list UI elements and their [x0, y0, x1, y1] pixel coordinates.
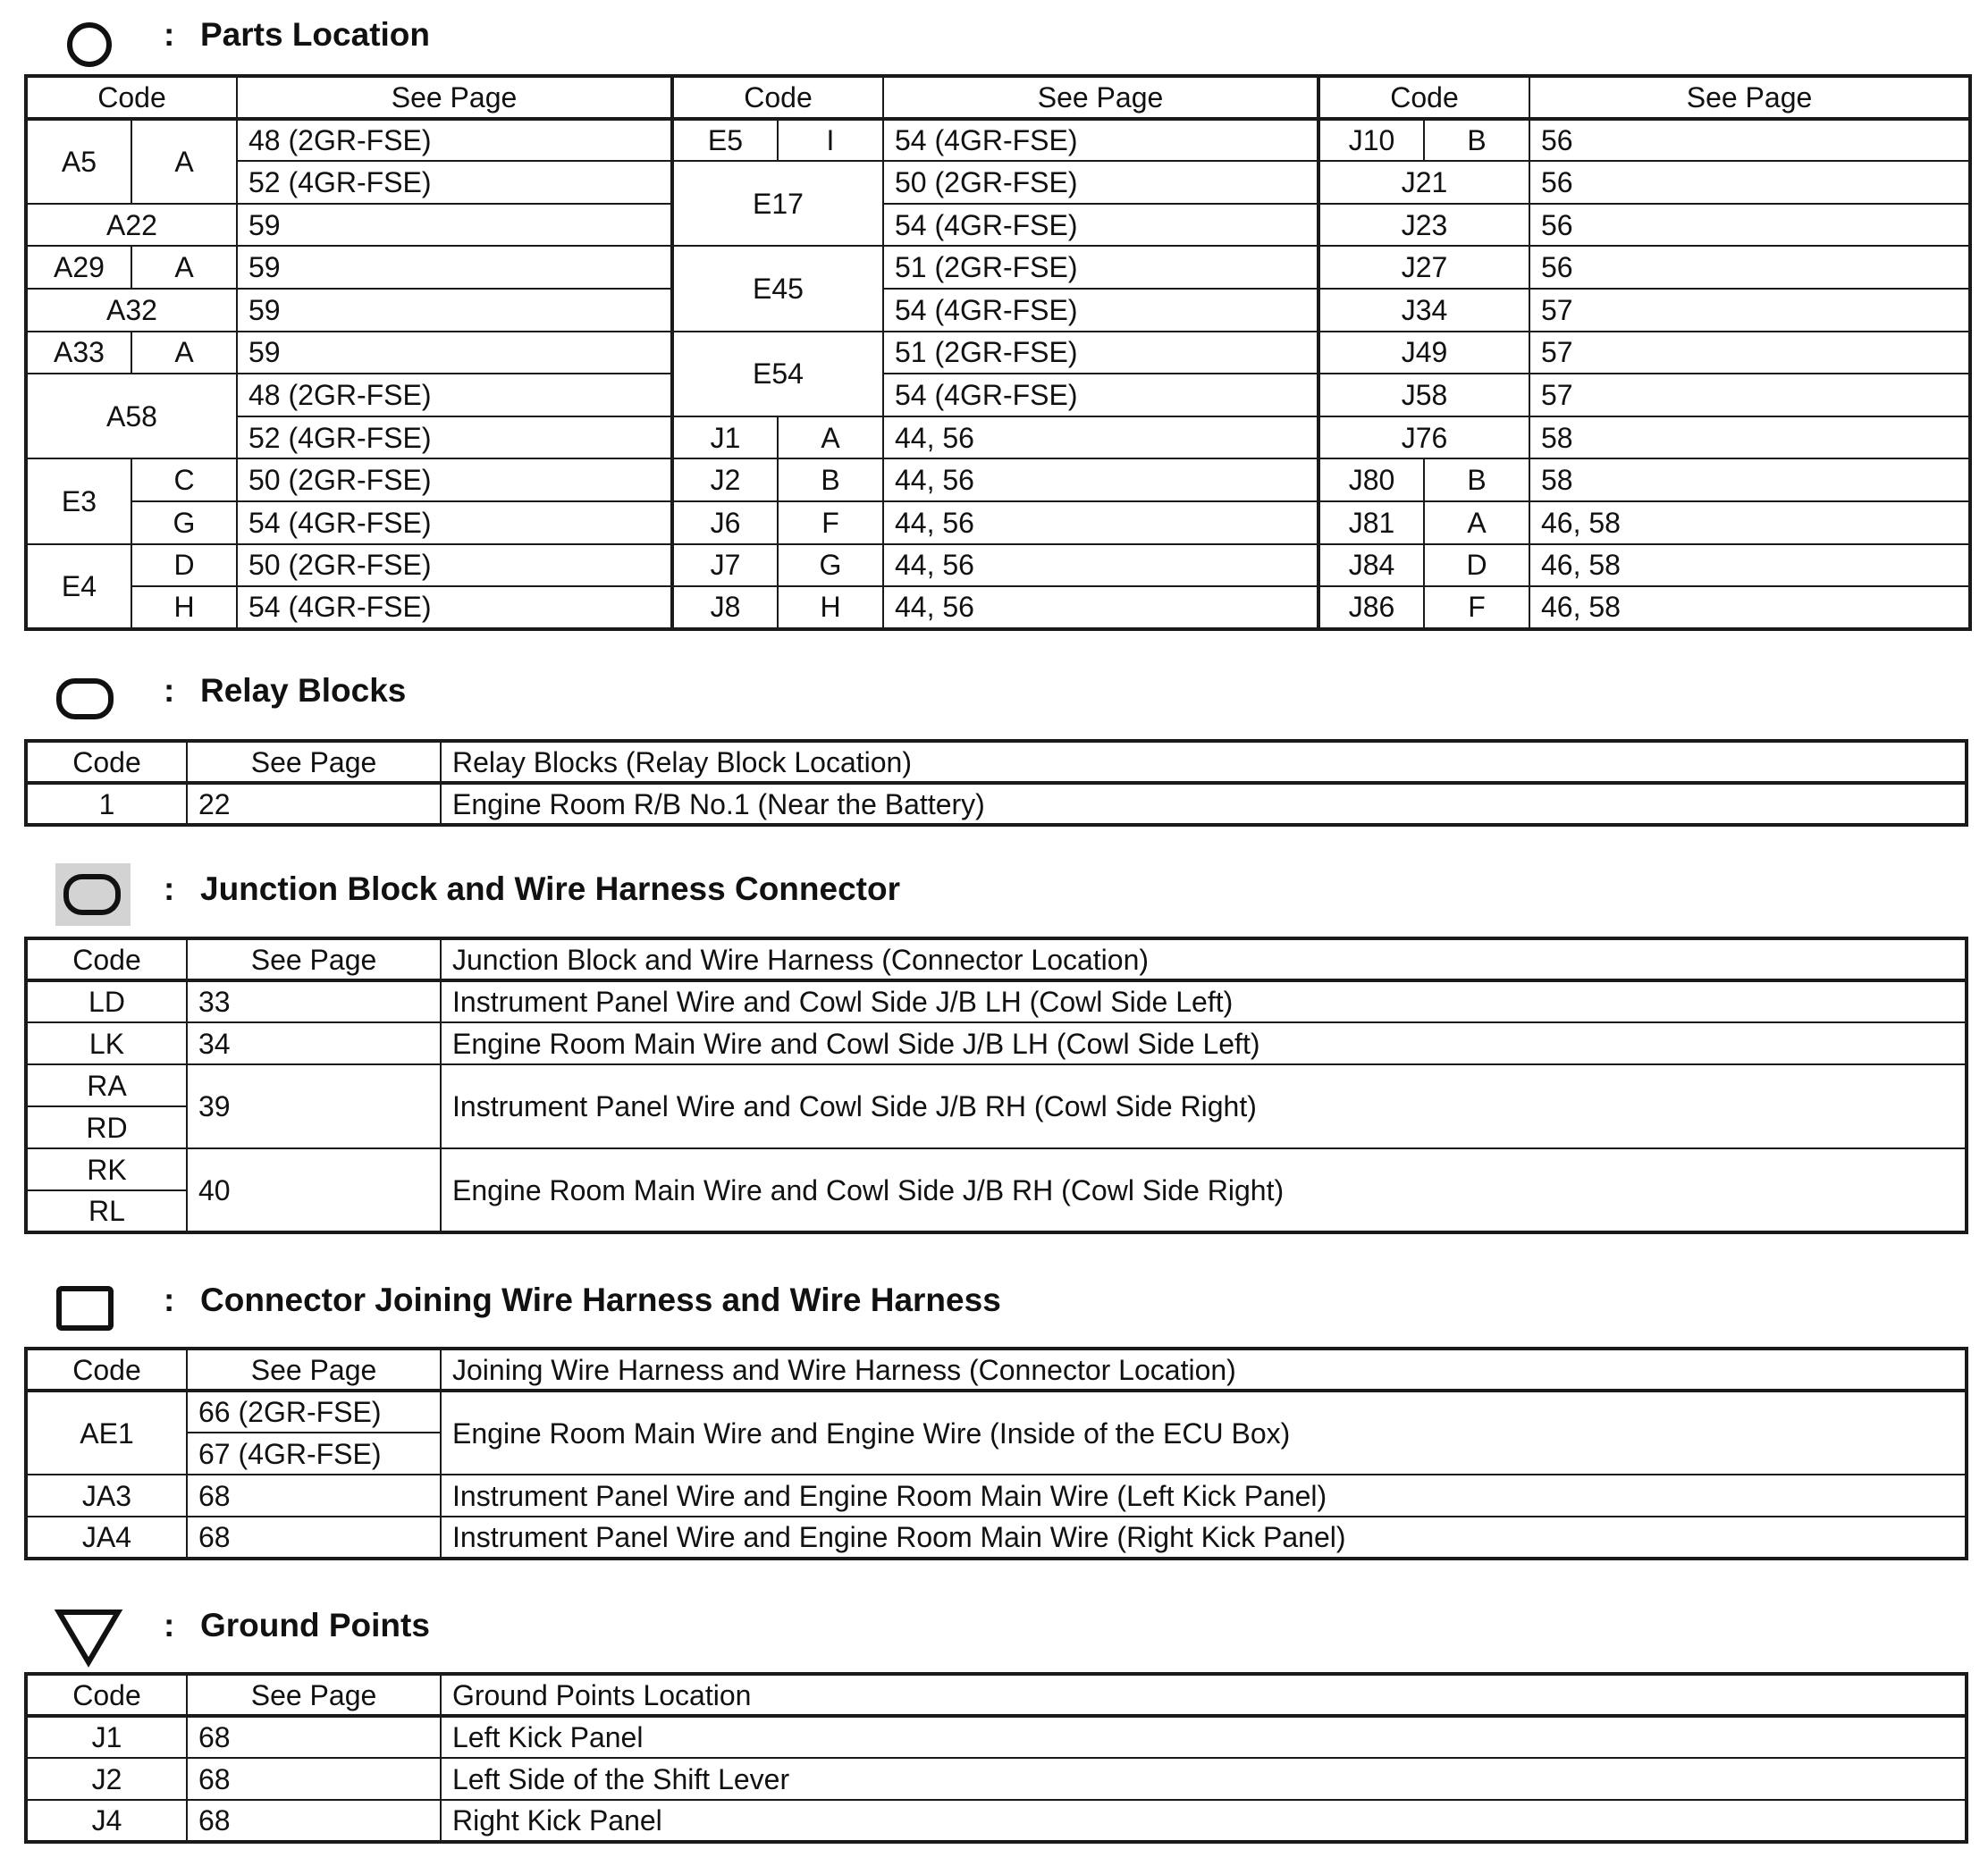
code-cell: J27	[1318, 246, 1529, 289]
page-cell: 39	[187, 1064, 441, 1148]
triangle-down-icon	[54, 1607, 123, 1668]
location-cell: Instrument Panel Wire and Engine Room Main Wire (Left Kick Panel)	[441, 1475, 1967, 1517]
code-cell: J80	[1318, 458, 1424, 501]
header-code: Code	[26, 938, 187, 980]
code-cell: E4	[26, 544, 131, 629]
page-cell: 44, 56	[883, 458, 1318, 501]
table-row	[26, 1391, 1967, 1433]
code-cell: RD	[26, 1106, 187, 1148]
code-cell: J76	[1318, 416, 1529, 459]
header-code: Code	[26, 76, 237, 119]
page-cell: 68	[187, 1716, 441, 1758]
sub-code-cell: A	[778, 416, 883, 459]
parts-location-table	[24, 74, 1972, 631]
page-cell: 59	[237, 332, 672, 374]
heading-colon: :	[164, 16, 175, 53]
table-row	[26, 1716, 1967, 1758]
page-cell: 44, 56	[883, 416, 1318, 459]
location-cell: Instrument Panel Wire and Engine Room Main Wire (Right Kick Panel)	[441, 1517, 1967, 1559]
header-code: Code	[26, 1349, 187, 1391]
page-cell: 57	[1529, 332, 1970, 374]
table-row	[26, 1800, 1967, 1842]
code-cell: J23	[1318, 204, 1529, 247]
sub-code-cell: A	[131, 119, 237, 204]
table-row	[26, 1064, 1967, 1106]
code-cell: A58	[26, 374, 237, 458]
sub-code-cell: B	[1424, 458, 1529, 501]
code-cell: J58	[1318, 374, 1529, 416]
page-cell: 46, 58	[1529, 501, 1970, 544]
code-cell: A22	[26, 204, 237, 247]
sub-code-cell: A	[131, 332, 237, 374]
code-cell: RK	[26, 1148, 187, 1190]
header-code: Code	[26, 741, 187, 783]
page-cell: 59	[237, 289, 672, 332]
table-row	[26, 980, 1967, 1022]
sub-code-cell: A	[131, 246, 237, 289]
code-cell: J84	[1318, 544, 1424, 587]
sub-code-cell: H	[131, 586, 237, 629]
page-cell: 57	[1529, 374, 1970, 416]
page-cell: 44, 56	[883, 586, 1318, 629]
location-cell: Instrument Panel Wire and Cowl Side J/B LH (Cowl Side Left)	[441, 980, 1967, 1022]
page-cell: 48 (2GR-FSE)	[237, 119, 672, 162]
page-cell: 50 (2GR-FSE)	[237, 544, 672, 587]
page-cell: 68	[187, 1475, 441, 1517]
table-row	[26, 1022, 1967, 1064]
rounded-rect-icon	[55, 677, 114, 722]
connector-joining-table	[24, 1347, 1968, 1560]
page-cell: 54 (4GR-FSE)	[237, 501, 672, 544]
header-code: Code	[672, 76, 883, 119]
page-cell: 54 (4GR-FSE)	[883, 119, 1318, 162]
code-cell: JA4	[26, 1517, 187, 1559]
sub-code-cell: H	[778, 586, 883, 629]
header-location: Ground Points Location	[441, 1674, 1967, 1716]
table-row	[26, 1517, 1967, 1559]
square-icon	[55, 1285, 114, 1332]
code-cell: J81	[1318, 501, 1424, 544]
table-row	[26, 1475, 1967, 1517]
page-cell: 44, 56	[883, 501, 1318, 544]
code-cell: J2	[672, 458, 778, 501]
code-cell: J21	[1318, 161, 1529, 204]
table-row	[26, 783, 1967, 825]
page-cell: 51 (2GR-FSE)	[883, 332, 1318, 374]
heading-colon: :	[164, 870, 175, 907]
page-cell: 57	[1529, 289, 1970, 332]
header-see-page: See Page	[237, 76, 672, 119]
ground-points-table	[24, 1672, 1968, 1844]
code-cell: RL	[26, 1190, 187, 1232]
page-cell: 40	[187, 1148, 441, 1232]
code-cell: J4	[26, 1800, 187, 1842]
code-cell: A5	[26, 119, 131, 204]
location-cell: Engine Room Main Wire and Engine Wire (Inside of the ECU Box)	[441, 1391, 1967, 1475]
sub-code-cell: I	[778, 119, 883, 162]
code-cell: J2	[26, 1758, 187, 1800]
section-title: Parts Location	[200, 16, 430, 53]
code-cell: 1	[26, 783, 187, 825]
page-cell: 67 (4GR-FSE)	[187, 1433, 441, 1475]
sub-code-cell: F	[778, 501, 883, 544]
page-cell: 58	[1529, 416, 1970, 459]
page-cell: 59	[237, 246, 672, 289]
table-row	[26, 161, 1970, 204]
table-row	[26, 1758, 1967, 1800]
page-cell: 54 (4GR-FSE)	[237, 586, 672, 629]
page-cell: 56	[1529, 246, 1970, 289]
location-cell: Right Kick Panel	[441, 1800, 1967, 1842]
page-cell: 56	[1529, 204, 1970, 247]
table-row	[26, 544, 1970, 587]
code-cell: A33	[26, 332, 131, 374]
code-cell: AE1	[26, 1391, 187, 1475]
page-cell: 68	[187, 1517, 441, 1559]
header-location: Relay Blocks (Relay Block Location)	[441, 741, 1967, 783]
sub-code-cell: D	[131, 544, 237, 587]
header-code: Code	[26, 1674, 187, 1716]
page-cell: 68	[187, 1800, 441, 1842]
header-location: Junction Block and Wire Harness (Connector Location)	[441, 938, 1967, 980]
page-cell: 50 (2GR-FSE)	[237, 458, 672, 501]
header-see-page: See Page	[187, 938, 441, 980]
page-cell: 56	[1529, 119, 1970, 162]
page-cell: 52 (4GR-FSE)	[237, 416, 672, 459]
code-cell: E54	[672, 332, 883, 416]
page-cell: 22	[187, 783, 441, 825]
code-cell: J34	[1318, 289, 1529, 332]
table-row	[26, 1148, 1967, 1190]
location-cell: Left Side of the Shift Lever	[441, 1758, 1967, 1800]
circle-icon	[64, 20, 114, 70]
page-cell: 51 (2GR-FSE)	[883, 246, 1318, 289]
sub-code-cell: F	[1424, 586, 1529, 629]
page-cell: 50 (2GR-FSE)	[883, 161, 1318, 204]
code-cell: A29	[26, 246, 131, 289]
code-cell: LK	[26, 1022, 187, 1064]
table-row	[26, 374, 1970, 416]
header-see-page: See Page	[1529, 76, 1970, 119]
table-row	[26, 289, 1970, 332]
page-cell: 48 (2GR-FSE)	[237, 374, 672, 416]
page-cell: 34	[187, 1022, 441, 1064]
relay-blocks-heading	[0, 656, 1988, 736]
table-row	[26, 586, 1970, 629]
table-header-row	[26, 741, 1967, 783]
code-cell: J49	[1318, 332, 1529, 374]
code-cell: J8	[672, 586, 778, 629]
header-see-page: See Page	[187, 1674, 441, 1716]
section-title: Ground Points	[200, 1607, 430, 1643]
code-cell: E17	[672, 161, 883, 246]
sub-code-cell: G	[778, 544, 883, 587]
table-row	[26, 204, 1970, 247]
table-header-row	[26, 938, 1967, 980]
code-cell: A32	[26, 289, 237, 332]
heading-colon: :	[164, 1282, 175, 1318]
ground-points-heading	[0, 1591, 1988, 1671]
table-row	[26, 246, 1970, 289]
table-row	[26, 458, 1970, 501]
page-cell: 46, 58	[1529, 544, 1970, 587]
code-cell: E5	[672, 119, 778, 162]
page-cell: 46, 58	[1529, 586, 1970, 629]
location-cell: Engine Room Main Wire and Cowl Side J/B LH (Cowl Side Left)	[441, 1022, 1967, 1064]
heading-colon: :	[164, 672, 175, 709]
location-cell: Engine Room Main Wire and Cowl Side J/B RH (Cowl Side Right)	[441, 1148, 1967, 1232]
code-cell: J1	[26, 1716, 187, 1758]
section-title: Connector Joining Wire Harness and Wire Harness	[200, 1282, 1001, 1318]
table-header-row	[26, 1349, 1967, 1391]
table-row	[26, 332, 1970, 374]
code-cell: JA3	[26, 1475, 187, 1517]
page-cell: 58	[1529, 458, 1970, 501]
code-cell: LD	[26, 980, 187, 1022]
section-title: Relay Blocks	[200, 672, 407, 709]
page-cell: 33	[187, 980, 441, 1022]
table-row	[26, 501, 1970, 544]
code-cell: E3	[26, 458, 131, 543]
page-cell: 56	[1529, 161, 1970, 204]
code-cell: J1	[672, 416, 778, 459]
code-cell: RA	[26, 1064, 187, 1106]
table-row	[26, 416, 1970, 459]
page-cell: 52 (4GR-FSE)	[237, 161, 672, 204]
page-cell: 54 (4GR-FSE)	[883, 289, 1318, 332]
junction-block-heading	[0, 854, 1988, 935]
sub-code-cell: C	[131, 458, 237, 501]
table-row	[26, 119, 1970, 162]
table-header-row	[26, 1674, 1967, 1716]
sub-code-cell: D	[1424, 544, 1529, 587]
location-cell: Instrument Panel Wire and Cowl Side J/B RH (Cowl Side Right)	[441, 1064, 1967, 1148]
sub-code-cell: G	[131, 501, 237, 544]
page-cell: 54 (4GR-FSE)	[883, 204, 1318, 247]
connector-joining-heading	[0, 1265, 1988, 1346]
page-cell: 59	[237, 204, 672, 247]
section-title: Junction Block and Wire Harness Connector	[200, 870, 900, 907]
code-cell: J86	[1318, 586, 1424, 629]
code-cell: E45	[672, 246, 883, 331]
code-cell: J6	[672, 501, 778, 544]
header-see-page: See Page	[187, 741, 441, 783]
header-see-page: See Page	[187, 1349, 441, 1391]
parts-location-heading	[0, 0, 1988, 80]
shaded-rounded-rect-icon	[55, 863, 131, 926]
code-cell: J10	[1318, 119, 1424, 162]
location-cell: Engine Room R/B No.1 (Near the Battery)	[441, 783, 1967, 825]
relay-blocks-table	[24, 739, 1968, 827]
header-location: Joining Wire Harness and Wire Harness (Connector Location)	[441, 1349, 1967, 1391]
sub-code-cell: A	[1424, 501, 1529, 544]
junction-block-table	[24, 937, 1968, 1234]
page-cell: 66 (2GR-FSE)	[187, 1391, 441, 1433]
sub-code-cell: B	[1424, 119, 1529, 162]
table-header-row	[26, 76, 1970, 119]
page-cell: 54 (4GR-FSE)	[883, 374, 1318, 416]
sub-code-cell: B	[778, 458, 883, 501]
location-cell: Left Kick Panel	[441, 1716, 1967, 1758]
code-cell: J7	[672, 544, 778, 587]
heading-colon: :	[164, 1607, 175, 1643]
page-cell: 44, 56	[883, 544, 1318, 587]
header-code: Code	[1318, 76, 1529, 119]
page-cell: 68	[187, 1758, 441, 1800]
header-see-page: See Page	[883, 76, 1318, 119]
